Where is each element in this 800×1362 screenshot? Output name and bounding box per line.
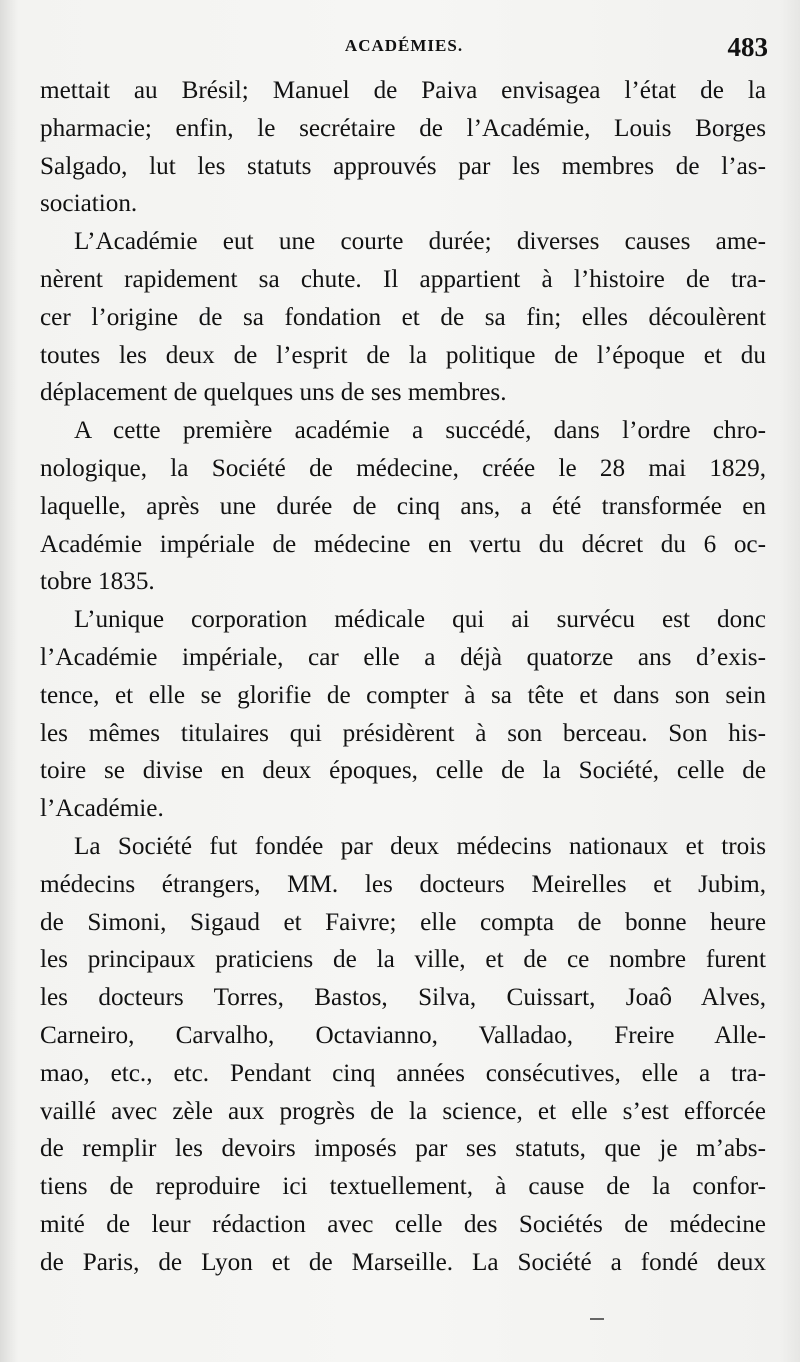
body-text bbox=[40, 72, 766, 1282]
text-line: déplacement de quelques uns de ses membres. bbox=[40, 379, 507, 407]
text-line: L’Académie eut une courte durée; diverses causes ame- bbox=[74, 228, 766, 256]
text-line: Salgado, lut les statuts approuvés par les membres de l’as- bbox=[40, 152, 766, 180]
text-line: toire se divise en deux époques, celle de la Société, celle de bbox=[40, 757, 766, 785]
text-line: les mêmes titulaires qui présidèrent à son berceau. Son his- bbox=[40, 719, 766, 747]
text-line: les principaux praticiens de la ville, et de ce nombre furent bbox=[40, 946, 766, 974]
text-line: vaillé avec zèle aux progrès de la science, et elle s’est efforcée bbox=[40, 1097, 766, 1125]
text-line: l’Académie. bbox=[40, 795, 164, 823]
page-dash-mark bbox=[590, 1318, 604, 1320]
running-head: ACADÉMIES. bbox=[344, 36, 464, 55]
text-line: nologique, la Société de médecine, créée le 28 mai 1829, bbox=[40, 454, 766, 482]
text-line: tence, et elle se glorifie de compter à sa tête et dans son sein bbox=[40, 681, 766, 709]
text-line: sociation. bbox=[40, 190, 138, 218]
text-line: tiens de reproduire ici textuellement, à cause de la confor- bbox=[40, 1173, 766, 1201]
page-number: 483 bbox=[727, 32, 768, 62]
text-line: médecins étrangers, MM. les docteurs Meirelles et Jubim, bbox=[40, 870, 766, 898]
text-line: mité de leur rédaction avec celle des Sociétés de médecine bbox=[40, 1210, 766, 1238]
text-line: tobre 1835. bbox=[40, 568, 155, 596]
text-line: A cette première académie a succédé, dans l’ordre chro- bbox=[74, 417, 766, 445]
text-line: Académie impériale de médecine en vertu du décret du 6 oc- bbox=[40, 530, 766, 558]
text-line: de Simoni, Sigaud et Faivre; elle compta de bonne heure bbox=[40, 908, 766, 936]
text-line: de remplir les devoirs imposés par ses statuts, que je m’abs- bbox=[40, 1135, 766, 1163]
text-line: mettait au Brésil; Manuel de Paiva envisagea l’état de la bbox=[40, 77, 766, 104]
text-line: pharmacie; enfin, le secrétaire de l’Académie, Louis Borges bbox=[40, 114, 766, 142]
text-line: laquelle, après une durée de cinq ans, a été transformée en bbox=[40, 492, 766, 520]
text-line: nèrent rapidement sa chute. Il appartient à l’histoire de tra- bbox=[40, 265, 766, 293]
text-line: l’Académie impériale, car elle a déjà quatorze ans d’exis- bbox=[40, 643, 766, 671]
page-header bbox=[40, 32, 768, 72]
text-line: L’unique corporation médicale qui ai survécu est donc bbox=[74, 606, 766, 634]
text-line: mao, etc., etc. Pendant cinq années consécutives, elle a tra- bbox=[40, 1059, 766, 1087]
text-line: les docteurs Torres, Bastos, Silva, Cuissart, Joaô Alves, bbox=[40, 984, 766, 1012]
text-line: de Paris, de Lyon et de Marseille. La Société a fondé deux bbox=[40, 1248, 766, 1276]
text-line: toutes les deux de l’esprit de la politique de l’époque et du bbox=[40, 341, 766, 369]
text-line: cer l’origine de sa fondation et de sa fin; elles découlèrent bbox=[40, 303, 766, 331]
text-line: Carneiro, Carvalho, Octavianno, Valladao, Freire Alle- bbox=[40, 1021, 766, 1049]
text-line: La Société fut fondée par deux médecins nationaux et trois bbox=[74, 832, 766, 860]
